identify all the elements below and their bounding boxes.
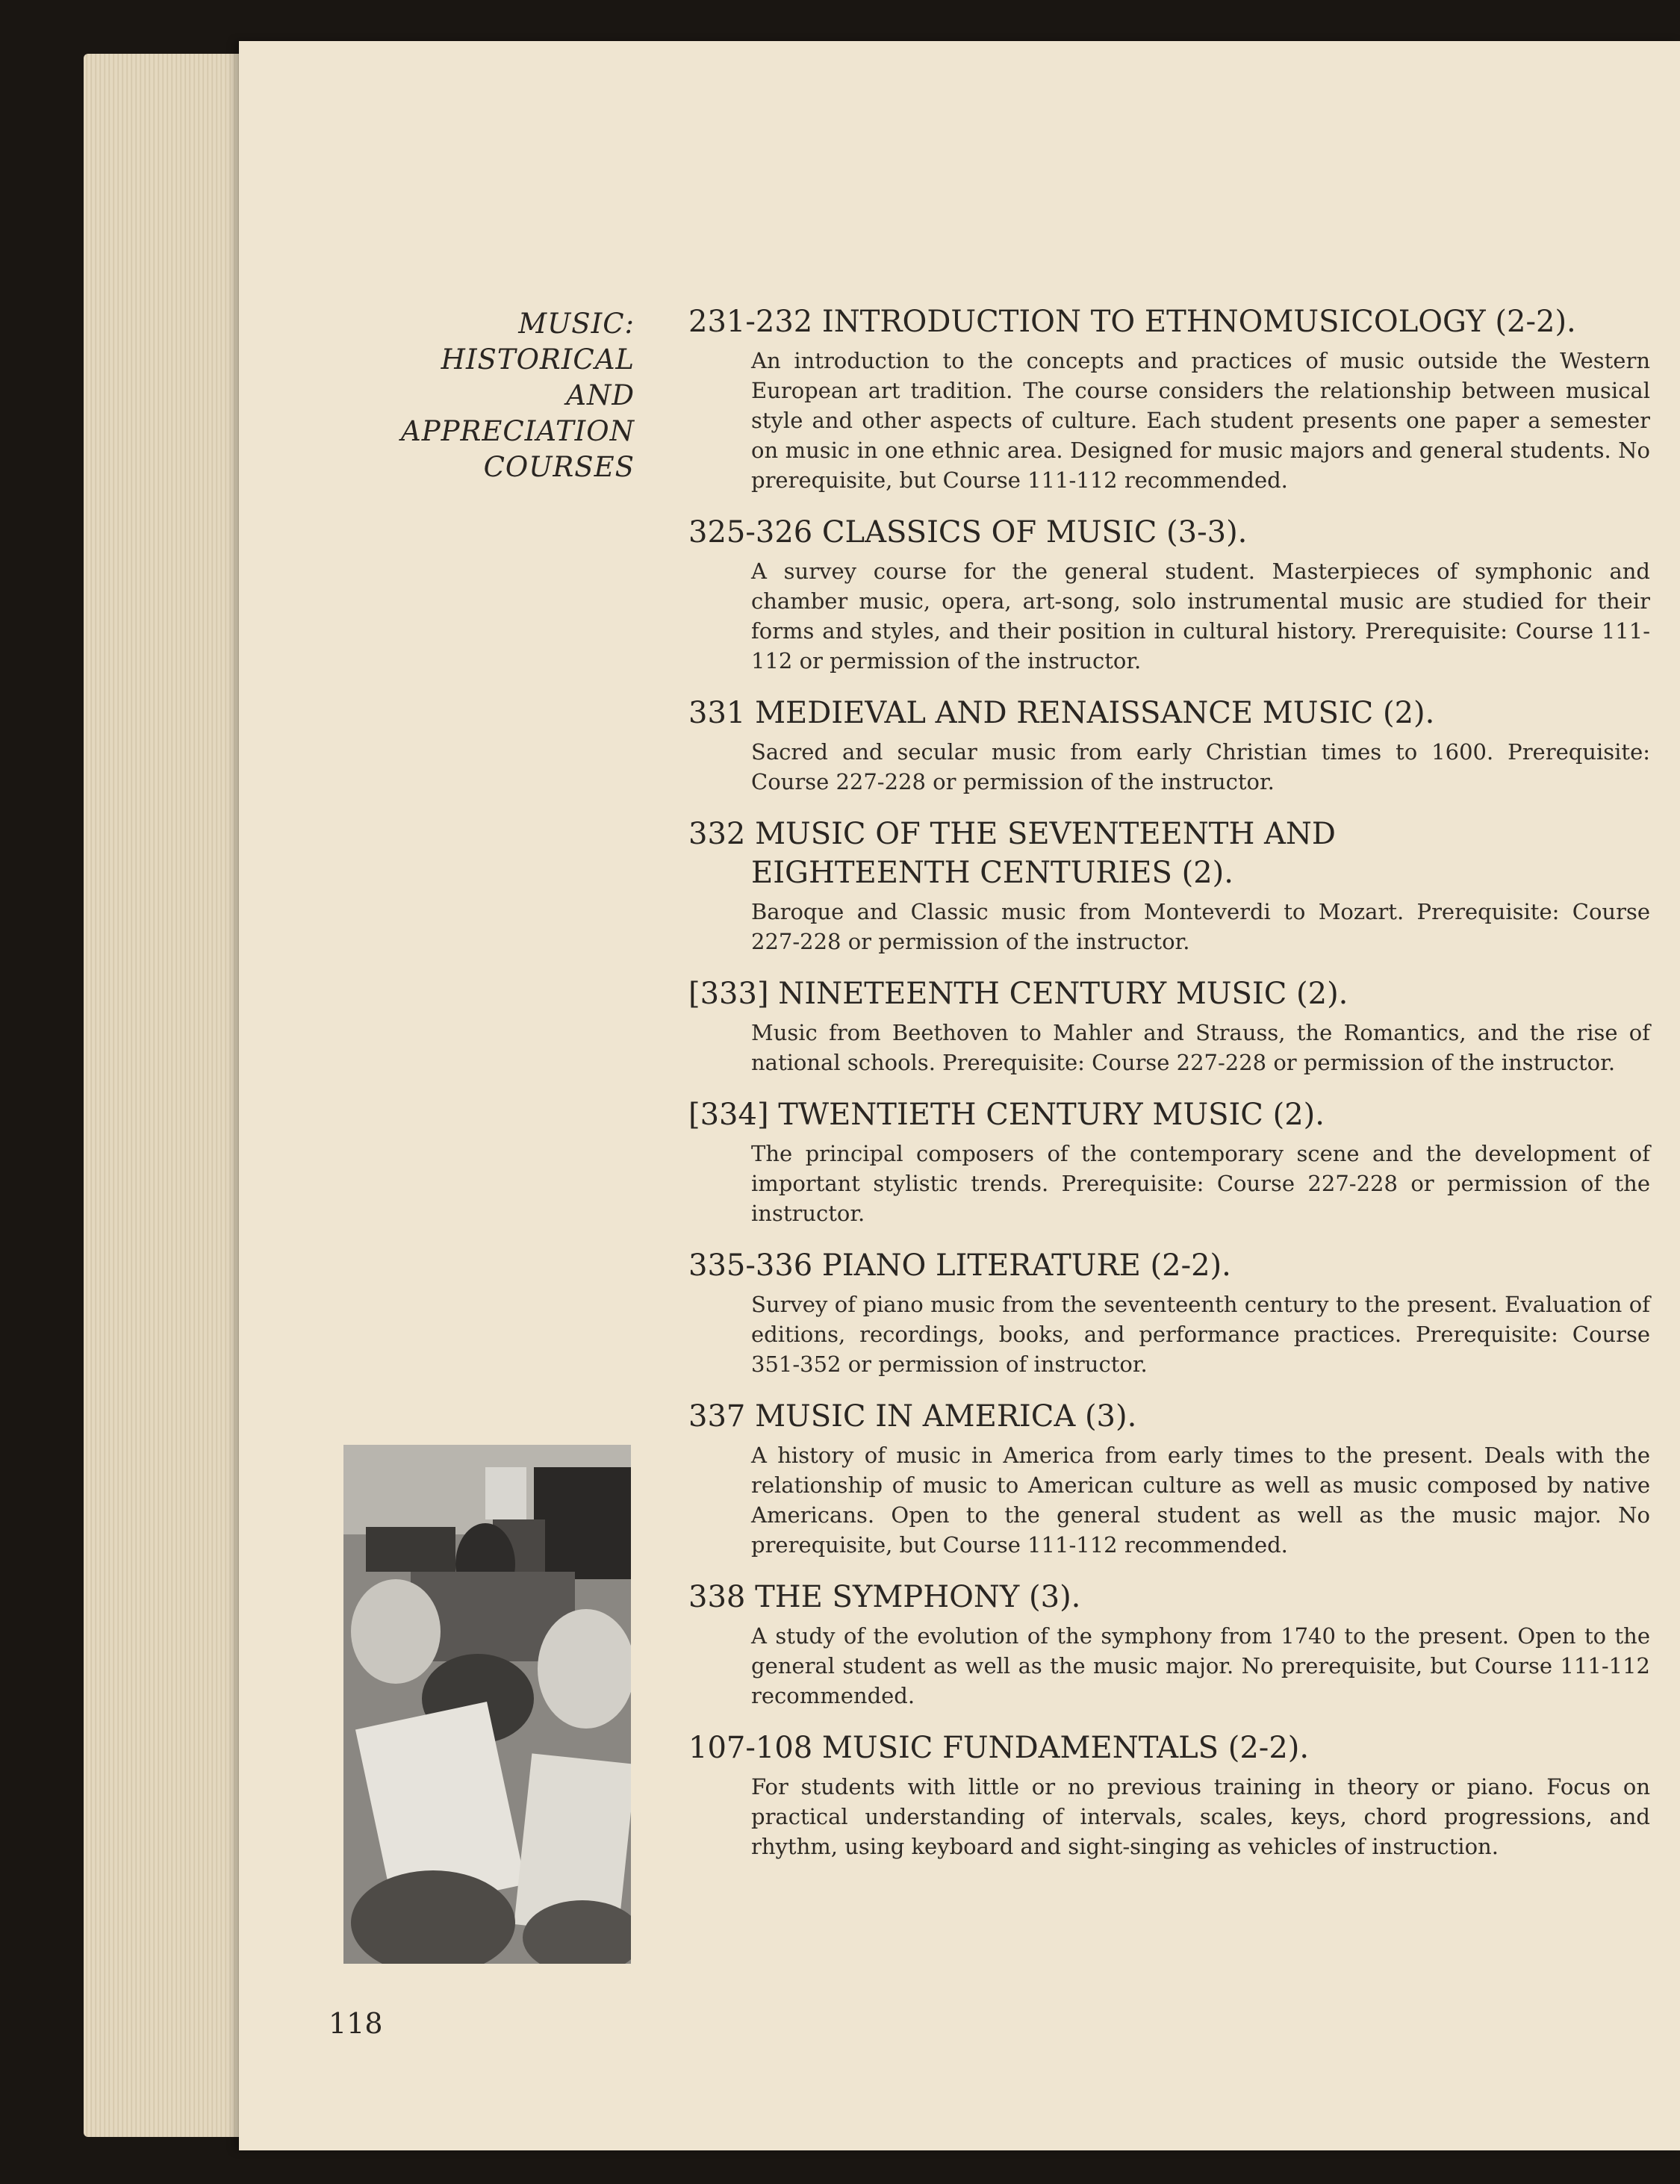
section-heading-line: COURSES <box>483 451 635 483</box>
course-description: For students with little or no previous training in theory or piano. Focus on practical understanding of intervals, scales, keys, chord progressions, and rhythm, using keyboard and sight-singing as vehicles of instruction. <box>751 1774 1650 1859</box>
course-entry <box>688 1578 1650 1711</box>
course-title-line: 231-232 INTRODUCTION TO ETHNOMUSICOLOGY (2-2). <box>688 305 1576 339</box>
course-title-line: 337 MUSIC IN AMERICA (3). <box>688 1399 1137 1434</box>
course-title <box>688 1095 1650 1134</box>
section-heading-line: AND <box>566 379 635 411</box>
course-title-line: [333] NINETEENTH CENTURY MUSIC (2). <box>688 977 1348 1011</box>
course-description: Baroque and Classic music from Monteverdi to Mozart. Prerequisite: Course 227-228 or permission of the instructor. <box>751 899 1650 954</box>
course-title-line: 331 MEDIEVAL AND RENAISSANCE MUSIC (2). <box>688 696 1435 730</box>
course-entry <box>688 1095 1650 1228</box>
section-heading-line: MUSIC: <box>518 308 635 340</box>
course-description: The principal composers of the contemporary scene and the development of important stylistic trends. Prerequisite: Course 227-228 or permission of the instructor. <box>751 1141 1650 1226</box>
section-heading-line: HISTORICAL <box>441 343 635 376</box>
course-entry <box>688 1397 1650 1560</box>
course-entry <box>688 513 1650 676</box>
course-entry <box>688 815 1650 956</box>
course-entry <box>688 694 1650 797</box>
course-list <box>688 302 1650 1879</box>
course-title-line: 338 THE SYMPHONY (3). <box>688 1580 1081 1614</box>
course-entry <box>688 302 1650 495</box>
course-title <box>688 815 1650 892</box>
course-description: Music from Beethoven to Mahler and Strauss, the Romantics, and the rise of national schools. Prerequisite: Course 227-228 or permission of the instructor. <box>751 1020 1650 1075</box>
course-title-line: EIGHTEENTH CENTURIES (2). <box>751 856 1233 890</box>
course-description: An introduction to the concepts and practices of music outside the Western European art tradition. The course considers the relationship between musical style and other aspects of culture. Each student presents one paper a semester on music in one ethnic area. Designed for music majors and general students. No prerequisite, but Course 111-112 recommended. <box>751 348 1650 493</box>
course-description: A survey course for the general student. Masterpieces of symphonic and chamber music, opera, art-song, solo instrumental music are studied for their forms and styles, and their position in cultural history. Prerequisite: Course 111-112 or permission of the instructor. <box>751 559 1650 673</box>
section-heading <box>246 306 635 485</box>
section-heading-line: APPRECIATION <box>400 415 635 447</box>
course-description: Survey of piano music from the seventeenth century to the present. Evaluation of editions, recordings, books, and performance practices. Prerequisite: Course 351-352 or permission of instructor. <box>751 1292 1650 1377</box>
course-entry <box>688 1729 1650 1861</box>
course-title <box>688 1578 1650 1617</box>
course-title <box>688 513 1650 552</box>
course-description: A history of music in America from early times to the present. Deals with the relationship of music to American culture as well as music composed by native Americans. Open to the general student as well as the music major. No prerequisite, but Course 111-112 recommended. <box>751 1443 1650 1558</box>
course-entry <box>688 974 1650 1077</box>
course-title <box>688 1729 1650 1767</box>
classroom-photo-icon <box>343 1445 631 1964</box>
course-title <box>688 302 1650 341</box>
course-title-line: 325-326 CLASSICS OF MUSIC (3-3). <box>688 515 1248 550</box>
course-title-line: 107-108 MUSIC FUNDAMENTALS (2-2). <box>688 1731 1310 1765</box>
course-title <box>688 1246 1650 1285</box>
course-title <box>688 694 1650 732</box>
course-title <box>688 974 1650 1013</box>
course-title-line: 332 MUSIC OF THE SEVENTEENTH AND <box>688 817 1336 851</box>
course-description: Sacred and secular music from early Christian times to 1600. Prerequisite: Course 227-228 or permission of the instructor. <box>751 739 1650 794</box>
page-number: 118 <box>329 2007 383 2040</box>
course-title-line: 335-336 PIANO LITERATURE (2-2). <box>688 1248 1231 1283</box>
page-edges <box>84 54 263 2137</box>
course-description: A study of the evolution of the symphony from 1740 to the present. Open to the general student as well as the music major. No prerequisite, but Course 111-112 recommended. <box>751 1623 1650 1708</box>
course-entry <box>688 1246 1650 1379</box>
course-title-line: [334] TWENTIETH CENTURY MUSIC (2). <box>688 1098 1325 1132</box>
course-title <box>688 1397 1650 1436</box>
